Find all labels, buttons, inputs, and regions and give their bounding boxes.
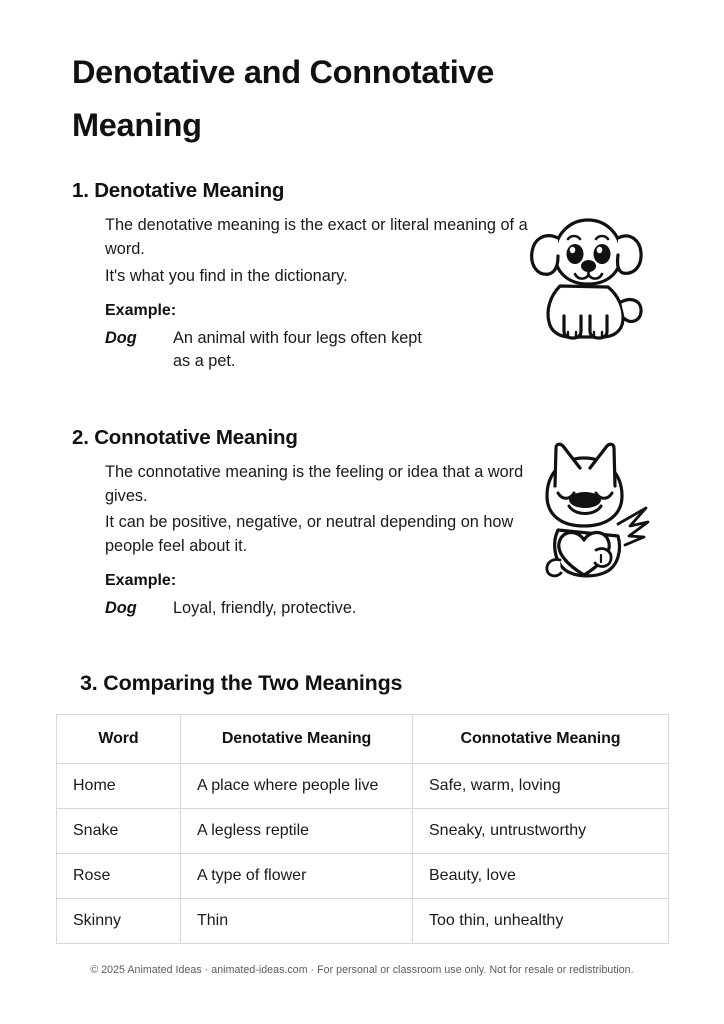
table-header [57,714,669,763]
table-row [57,898,669,943]
footer-copyright: © 2025 Animated Ideas · animated-ideas.com · For personal or classroom use only. Not for resale or redistribution. [90,964,634,976]
section-1-heading: 1. Denotative Meaning [72,179,285,203]
section-2-example-label: Example: [105,572,177,590]
cell-word: Rose [57,853,181,898]
section-2-paragraph-1: The connotative meaning is the feeling or idea that a word gives. [105,462,524,505]
cell-word: Home [57,763,181,808]
section-1-paragraph-1: The denotative meaning is the exact or literal meaning of a word. [105,216,528,259]
cell-denotative: A place where people live [181,763,413,808]
dog-hugging-heart-icon [530,438,656,580]
comparison-table [56,714,669,944]
cell-connotative: Too thin, unhealthy [413,898,669,943]
column-header-word: Word [57,714,181,763]
section-2-example-definition: Loyal, friendly, protective. [173,599,357,618]
cell-connotative: Safe, warm, loving [413,763,669,808]
cell-word: Snake [57,808,181,853]
section-2-heading: 2. Connotative Meaning [72,425,298,449]
section-3-heading: 3. Comparing the Two Meanings [80,670,403,695]
section-1-paragraph-2: It's what you find in the dictionary. [105,266,348,285]
column-header-denotative: Denotative Meaning [181,714,413,763]
table-header-row [57,714,669,763]
section-1-example-definition: An animal with four legs often kept as a pet. [173,328,422,371]
section-1-body [72,213,535,374]
table-row [57,763,669,808]
section-2-paragraph-2: It can be positive, negative, or neutral depending on how people feel about it. [105,513,514,556]
dog-hugging-heart-illustration [530,438,656,585]
table-row [57,808,669,853]
cell-word: Skinny [57,898,181,943]
section-2-example-row [105,597,535,621]
sitting-puppy-icon [524,210,646,340]
table-body [57,763,669,943]
cell-connotative: Beauty, love [413,853,669,898]
section-comparing-meanings [72,671,668,944]
section-1-example-row [105,327,535,374]
section-1-example-term: Dog [105,328,137,347]
cell-denotative: Thin [181,898,413,943]
section-2-example-term: Dog [105,599,137,618]
section-2-body [72,460,535,621]
table-row [57,853,669,898]
page-title: Denotative and Connotative Meaning [72,54,494,143]
section-1-example-label: Example: [105,301,177,319]
column-header-connotative: Connotative Meaning [413,714,669,763]
cell-denotative: A legless reptile [181,808,413,853]
cell-denotative: A type of flower [181,853,413,898]
sitting-puppy-illustration [524,210,646,345]
cell-connotative: Sneaky, untrustworthy [413,808,669,853]
